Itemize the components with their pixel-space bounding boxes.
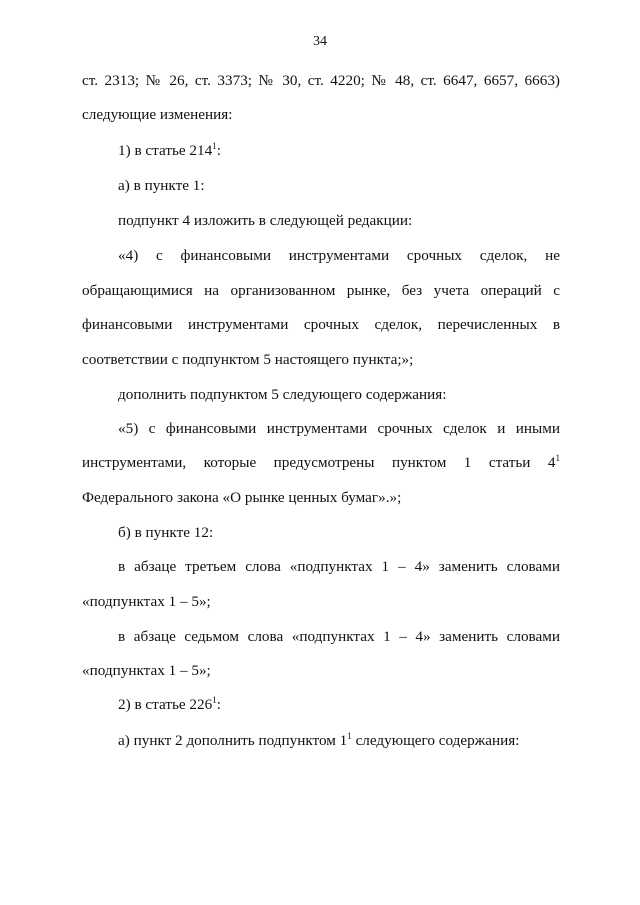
text-line: «4) с финансовыми инструментами срочных сделок, не [118,247,560,264]
text-line: инструментами, которые предусмотрены пунктом 1 статьи $4^1$ [82,453,560,471]
text-line: «5) с финансовыми инструментами срочных сделок и иными [118,420,560,437]
page-number: 34 [313,34,327,49]
text-line: «подпунктах 1 – 5»; [82,593,211,610]
text-line: а) в пункте 1: [118,177,205,194]
text-line: обращающимися на организованном рынке, без учета операций с [82,282,560,299]
text-line: Федерального закона «О рынке ценных бумаг».»; [82,489,402,506]
text-line: дополнить подпунктом 5 следующего содержания: [118,386,447,403]
text-line: ст. 2313; № 26, ст. 3373; № 30, ст. 4220; № 48, ст. 6647, 6657, 6663) [82,72,560,89]
text-line: подпункт 4 изложить в следующей редакции: [118,212,413,229]
text-line: соответствии с подпунктом 5 настоящего пункта;»; [82,351,414,368]
text-line: 1) в статье $214^1$: [118,141,221,159]
text-line: «подпунктах 1 – 5»; [82,662,211,679]
text-line: 2) в статье $226^1$: [118,695,221,713]
text-line: следующие изменения: [82,106,233,123]
text-line: в абзаце седьмом слова «подпунктах 1 – 4» заменить словами [118,628,560,645]
text-line: а) пункт 2 дополнить подпунктом $1^1$ следующего содержания: [118,731,520,749]
text-line: б) в пункте 12: [118,524,214,541]
text-line: финансовыми инструментами срочных сделок, перечисленных в [82,316,560,333]
text-line: в абзаце третьем слова «подпунктах 1 – 4» заменить словами [118,558,560,575]
